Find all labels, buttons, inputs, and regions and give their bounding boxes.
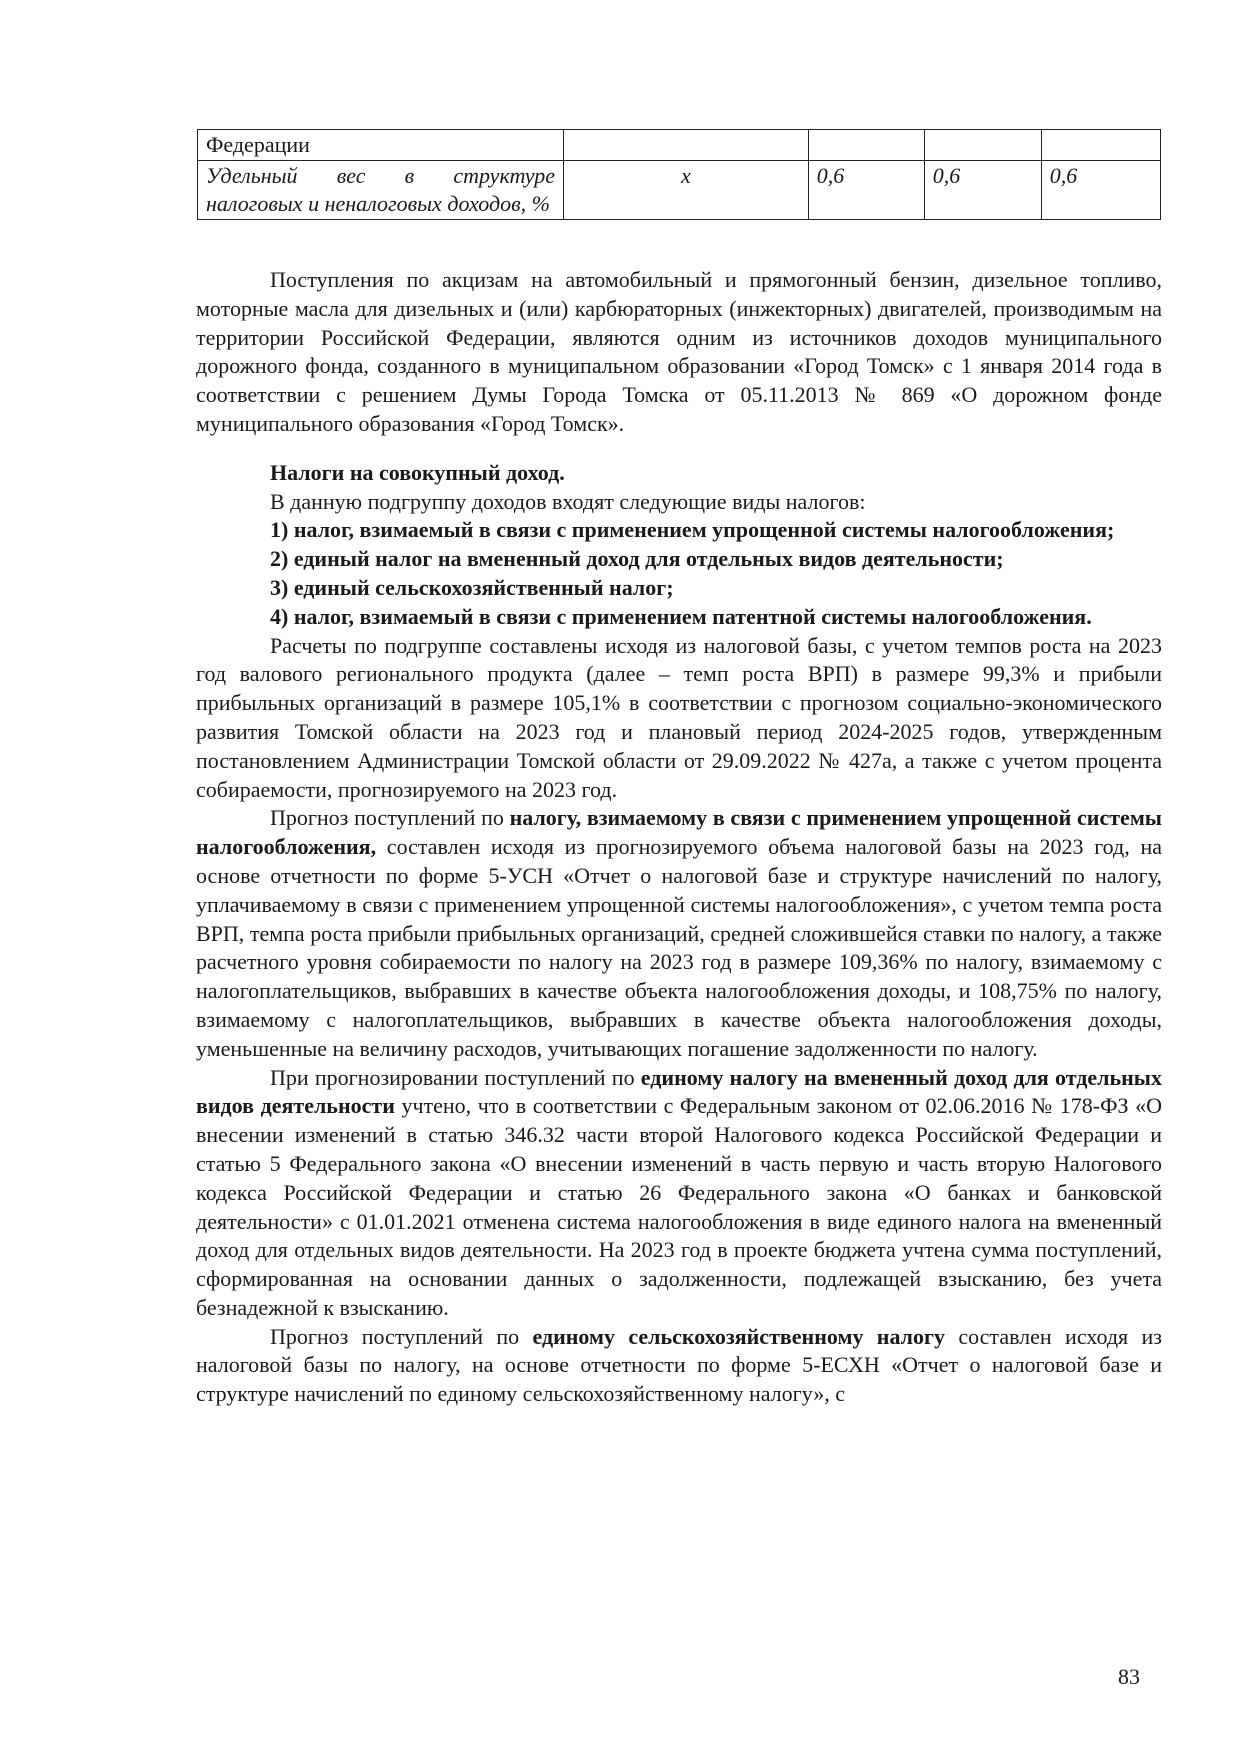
table-cell: х [564,161,809,220]
list-item: 1) налог, взимаемый в связи с применением упрощенной системы налогообложения; [270,517,1115,543]
table-cell-label: Федерации [198,130,564,161]
text-run: составлен исходя из прогнозируемого объема налоговой базы на 2023 год, на основе отчетности по форме 5-УСН «Отчет о налоговой базе и структуре начислений по налогу, уплачиваемому в связи с применением упрощенной системы налогообложения», с учетом темпа роста ВРП, темпа роста прибыли прибыльных организаций, средней сложившейся ставки по налогу, а также расчетного уровня собираемости по налогу на 2023 год в размере 109,36% по налогу, взимаемому с налогоплательщиков, выбравших в качестве объекта налогообложения доходы, и 108,75% по налогу, взимаемому с налогоплательщиков, выбравших в качестве объекта налогообложения доходы, уменьшенные на величину расходов, учитывающих погашение задолженности по налогу. [196,834,1162,1061]
paragraph-calc: Расчеты по подгруппе составлены исходя из налоговой базы, с учетом темпов роста на 2023 год валового регионального продукта (далее – темп роста ВРП) в размере 99,3% и прибыли прибыльных организаций в размере 105,1% в соответствии с прогнозом социально-экономического развития Томской области на 2023 год и плановый период 2024-2025 годов, утвержденным постановлением Администрации Томской области от 29.09.2022 № 427а, а также с учетом процента собираемости, прогнозируемого на 2023 год. [196,632,1162,802]
bold-run: единому налогу на вмененный доход для отдельных видов деятельности [196,1064,1162,1119]
table-cell: 0,6 [924,161,1041,220]
paragraph-envd [196,1064,1162,1323]
table-cell: 0,6 [808,161,924,220]
paragraph-eshn [196,1323,1162,1409]
indicator-table [197,129,1161,220]
page-number: 83 [1118,1664,1140,1689]
table-cell: 0,6 [1041,161,1160,220]
paragraph-excise: Поступления по акцизам на автомобильный и прямогонный бензин, дизельное топливо, моторные масла для дизельных и (или) карбюраторных (инжекторных) двигателей, производимым на территории Российской Федерации, являются одним из источников доходов муниципального дорожного фонда, созданного в муниципальном образовании «Город Томск» с 1 января 2014 года в соответствии с решением Думы Города Томска от 05.11.2013 № 869 «О дорожном фонде муниципального образования «Город Томск». [196,267,1162,436]
text-run: При прогнозировании поступлений по [270,1064,641,1090]
table-row [198,161,1161,220]
table-cell [1041,130,1160,161]
list-item: 4) налог, взимаемый в связи с применением патентной системы налогообложения. [270,603,1092,629]
text-run: Прогноз поступлений по [270,1323,533,1349]
text-run: составлен исходя из налоговой базы по налогу, на основе отчетности по форме 5-ЕСХН «Отчет о налоговой базе и структуре начислений по единому сельскохозяйственному налогу», с [196,1323,1162,1407]
list-item: 2) единый налог на вмененный доход для отдельных видов деятельности; [270,546,1004,572]
bold-run: налогу, взимаемому в связи с применением упрощенной системы налогообложения, [196,805,1162,860]
table-cell-label: Удельный вес в структуре налоговых и неналоговых доходов, % [198,161,564,220]
table-row [198,130,1161,161]
text-run: учтено, что в соответствии с Федеральным законом от 02.06.2016 № 178-ФЗ «О внесении изменений в статью 346.32 части второй Налогового кодекса Российской Федерации и статью 5 Федерального закона «О внесении изменений в часть первую и часть вторую Налогового кодекса Российской Федерации и статью 26 Федерального закона «О банках и банковской деятельности» с 01.01.2021 отменена система налогообложения в виде единого налога на вмененный доход для отдельных видов деятельности. На 2023 год в проекте бюджета учтена сумма поступлений, сформированная на основании данных о задолженности, подлежащей взысканию, без учета безнадежной к взысканию. [196,1093,1162,1320]
body-text [196,266,1162,1409]
section-heading: Налоги на совокупный доход. [270,459,565,485]
paragraph-intro: В данную подгруппу доходов входят следующие виды налогов: [270,488,866,514]
table-cell [564,130,809,161]
text-run: Прогноз поступлений по [270,805,510,831]
table-cell [808,130,924,161]
paragraph-usn [196,804,1162,1063]
list-item: 3) единый сельскохозяйственный налог; [270,574,674,600]
table-cell [924,130,1041,161]
bold-run: единому сельскохозяйственному налогу [532,1323,945,1349]
